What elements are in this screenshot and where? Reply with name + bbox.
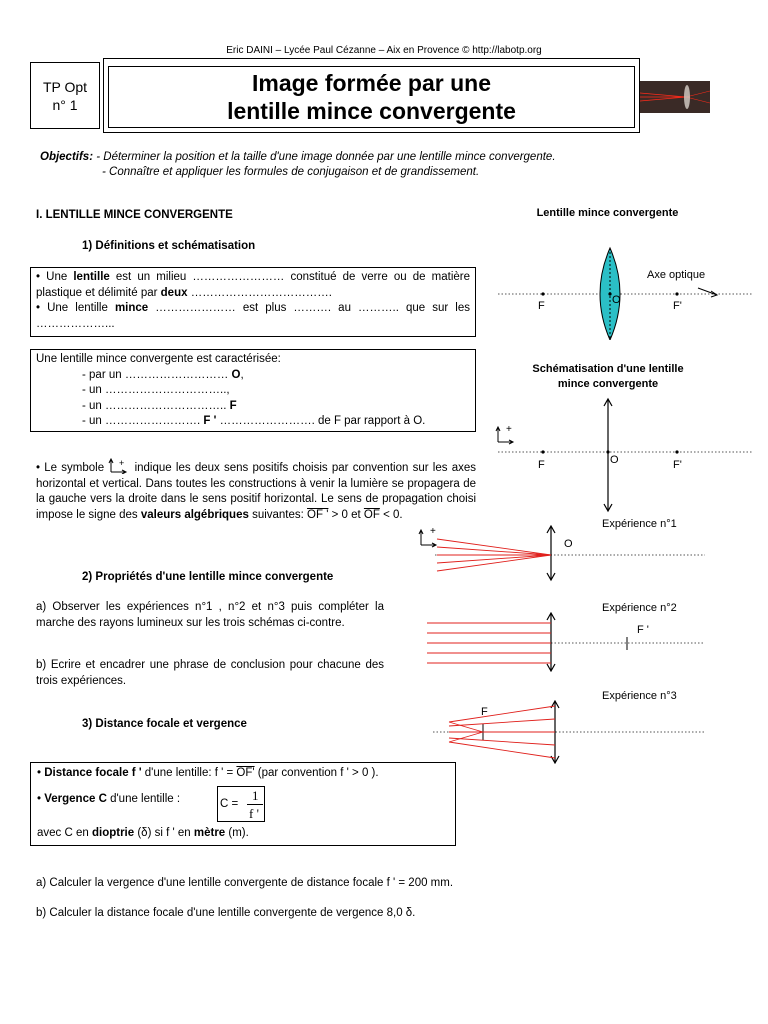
experiment-3-label: Expérience n°3 <box>602 690 677 702</box>
schema-label-f: F <box>538 459 545 471</box>
vergence-formula: C = 1 f ' <box>217 786 265 822</box>
diagram-lens <box>490 240 760 340</box>
objective-1: - Déterminer la position et la taille d'une image donnée par une lentille mince convergente. <box>93 151 556 163</box>
characterized-item-1: - par un ……………………… O, <box>82 368 244 381</box>
characterized-intro: Une lentille mince convergente est caractérisée: <box>36 353 281 365</box>
vergence-definition: • Vergence C d'une lentille : C = 1 f ' <box>37 786 449 822</box>
diagram-schema-title: Schématisation d'une lentille mince convergente <box>532 363 684 390</box>
schema-label-o: O <box>610 454 619 466</box>
experiment-2-diagram <box>415 612 715 672</box>
properties-b: b) Ecrire et encadrer une phrase de conclusion pour chacune des trois expériences. <box>36 659 384 687</box>
title-line-1: Image formée par une <box>251 70 492 96</box>
focal-box <box>30 762 456 846</box>
experiment-1-label: Expérience n°1 <box>602 518 677 530</box>
characterized-box <box>30 349 476 432</box>
experiment-2-label: Expérience n°2 <box>602 602 677 614</box>
focal-point-f <box>541 292 544 295</box>
experiment-3-diagram <box>415 700 715 764</box>
experiment-3-rays <box>449 706 555 758</box>
tp-number-box <box>30 62 100 129</box>
characterized-item-2: - un ………………………….., <box>82 384 230 396</box>
label-f: F <box>538 300 545 312</box>
plus-label: + <box>506 424 512 435</box>
exp3-label-f: F <box>481 706 488 718</box>
svg-text:+: + <box>119 458 125 468</box>
label-o: O <box>612 294 621 306</box>
objective-2: - Connaître et appliquer les formules de conjugaison et de grandissement. <box>102 166 480 178</box>
definition-mince: • Une lentille mince ………………… est plus ………. au ……….. que sur les ………………... <box>36 302 470 330</box>
exp1-label-o: O <box>564 538 573 550</box>
definition-lentille: • Une lentille est un milieu …………………… constitué de verre ou de matière plastique et délimité par deux ………………………………. <box>36 271 470 299</box>
axes-symbol-icon <box>108 458 130 474</box>
experiment-1-diagram <box>415 525 715 583</box>
schema-label-fprime: F' <box>673 459 682 471</box>
diagram-schema <box>490 395 760 517</box>
lens-photo <box>640 81 710 113</box>
properties-a: a) Observer les expériences n°1 , n°2 et n°3 puis compléter la marche des rayons lumineux sur les trois schémas ci-contre. <box>36 601 384 629</box>
definitions-box <box>30 267 476 337</box>
exp1-plus-label: + <box>430 526 436 537</box>
optical-axis-label: Axe optique <box>647 269 706 281</box>
question-a: a) Calculer la vergence d'une lentille convergente de distance focale f ' = 200 mm. <box>36 877 454 889</box>
focal-point-fprime <box>675 292 678 295</box>
page-credit: Eric DAINI – Lycée Paul Cézanne – Aix en Provence © http://labotp.org <box>226 45 542 56</box>
characterized-item-3: - un ………………………….. F <box>82 399 237 412</box>
exp2-label-fprime: F ' <box>637 624 649 636</box>
subsection-properties: 2) Propriétés d'une lentille mince convergente <box>82 571 334 583</box>
subsection-focal: 3) Distance focale et vergence <box>82 718 247 730</box>
focal-distance-definition: • Distance focale f ' d'une lentille: f ' = OF' (par convention f ' > 0 ). <box>37 767 379 779</box>
objectives-label: Objectifs: <box>40 151 94 163</box>
objectives <box>40 150 556 180</box>
label-fprime: F' <box>673 300 682 312</box>
subsection-definitions: 1) Définitions et schématisation <box>82 240 256 252</box>
title-line-2: lentille mince convergente <box>227 98 516 124</box>
page-title <box>108 66 635 128</box>
section-title: I. LENTILLE MINCE CONVERGENTE <box>36 209 233 221</box>
characterized-item-4: - un ……………………. F ' ……………………. de F par rapport à O. <box>82 415 426 427</box>
experiment-2-rays <box>427 623 551 663</box>
lens-photo-illustration <box>640 81 710 113</box>
diagram-lens-title: Lentille mince convergente <box>536 207 679 219</box>
question-b: b) Calculer la distance focale d'une lentille convergente de vergence 8,0 δ. <box>36 907 416 919</box>
tp-number: n° 1 <box>52 96 78 113</box>
experiment-1-rays <box>437 539 551 571</box>
tp-label: TP Opt <box>42 78 88 95</box>
symbol-paragraph: • Le symbole + indique les deux sens positifs choisis par convention sur les axes horizontal et vertical. Dans toutes les constructions à venir la lumière se propagera de la gauche vers la droite dans le sens positif horizontal. Le sens de propagation choisi impose le signe des valeurs algébriques suivantes: OF ' > 0 et $\overline{OF} < 0$. <box>36 458 477 521</box>
dioptrie-definition: avec C en dioptrie (δ) si f ' en mètre (m). <box>37 826 249 839</box>
